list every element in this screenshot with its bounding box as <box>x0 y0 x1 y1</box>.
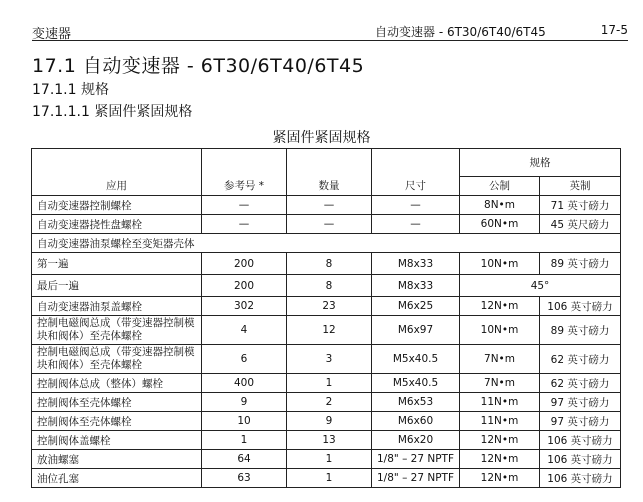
cell-qty: 8 <box>287 253 372 275</box>
cell-ref: 200 <box>202 253 287 275</box>
cell-metric: 7N•m <box>460 374 540 393</box>
cell-imperial: 97 英寸磅力 <box>540 393 621 412</box>
cell-size: 1/8" – 27 NPTF <box>372 450 460 469</box>
col-size: 尺寸 <box>372 149 460 196</box>
subsection-title: 17.1.1 规格 <box>32 82 109 98</box>
cell-size: M6x20 <box>372 431 460 450</box>
cell-ref: — <box>202 215 287 234</box>
cell-qty: 9 <box>287 412 372 431</box>
cell-application: 控制阀体盖螺栓 <box>32 431 202 450</box>
cell-ref: 10 <box>202 412 287 431</box>
cell-metric: 12N•m <box>460 431 540 450</box>
cell-size: M6x25 <box>372 297 460 316</box>
table-row <box>32 345 621 374</box>
cell-imperial: 45 英尺磅力 <box>540 215 621 234</box>
cell-ref: — <box>202 196 287 215</box>
col-imperial: 英制 <box>540 176 621 195</box>
cell-size: M6x53 <box>372 393 460 412</box>
table-group-row <box>32 234 621 253</box>
cell-size: M8x33 <box>372 253 460 275</box>
table-row <box>32 469 621 488</box>
page-header <box>32 0 628 41</box>
col-part-no: 参考号 * <box>202 149 287 196</box>
cell-application: 自动变速器油泵盖螺栓 <box>32 297 202 316</box>
cell-application: 自动变速器挠性盘螺栓 <box>32 215 202 234</box>
table-row <box>32 275 621 297</box>
header-section: 变速器 <box>32 27 72 42</box>
cell-ref: 9 <box>202 393 287 412</box>
table-row <box>32 253 621 275</box>
subsubsection-title: 17.1.1.1 紧固件紧固规格 <box>32 104 193 120</box>
cell-imperial: 106 英寸磅力 <box>540 450 621 469</box>
cell-metric: 10N•m <box>460 316 540 345</box>
table-row <box>32 196 621 215</box>
cell-application: 最后一遍 <box>32 275 202 297</box>
cell-size: M5x40.5 <box>372 374 460 393</box>
cell-imperial: 97 英寸磅力 <box>540 412 621 431</box>
cell-metric: 12N•m <box>460 469 540 488</box>
cell-imperial: 106 英寸磅力 <box>540 469 621 488</box>
cell-qty: — <box>287 215 372 234</box>
table-row <box>32 412 621 431</box>
cell-application: 控制阀体至壳体螺栓 <box>32 412 202 431</box>
cell-qty: 3 <box>287 345 372 374</box>
cell-ref: 400 <box>202 374 287 393</box>
cell-ref: 63 <box>202 469 287 488</box>
cell-size: M6x60 <box>372 412 460 431</box>
cell-metric: 7N•m <box>460 345 540 374</box>
cell-qty: — <box>287 196 372 215</box>
table-row <box>32 393 621 412</box>
table-row <box>32 297 621 316</box>
table-row <box>32 316 621 345</box>
table-header-row <box>32 149 621 177</box>
cell-imperial: 62 英寸磅力 <box>540 374 621 393</box>
table-row <box>32 450 621 469</box>
cell-size: — <box>372 196 460 215</box>
cell-application: 控制阀体至壳体螺栓 <box>32 393 202 412</box>
table-caption: 紧固件紧固规格 <box>272 130 371 146</box>
header-page-number: 17-5 <box>600 23 628 37</box>
table-row <box>32 374 621 393</box>
cell-metric: 12N•m <box>460 450 540 469</box>
cell-imperial: 106 英寸磅力 <box>540 297 621 316</box>
cell-qty: 23 <box>287 297 372 316</box>
cell-metric: 10N•m <box>460 253 540 275</box>
cell-ref: 302 <box>202 297 287 316</box>
cell-qty: 1 <box>287 450 372 469</box>
section-title: 17.1 自动变速器 - 6T30/6T40/6T45 <box>32 55 365 77</box>
cell-group-label: 自动变速器油泵螺栓至变矩器壳体 <box>32 234 621 253</box>
cell-metric: 8N•m <box>460 196 540 215</box>
cell-application: 油位孔塞 <box>32 469 202 488</box>
cell-angle: 45° <box>460 275 621 297</box>
cell-ref: 1 <box>202 431 287 450</box>
table-row <box>32 431 621 450</box>
cell-ref: 64 <box>202 450 287 469</box>
cell-application: 自动变速器控制螺栓 <box>32 196 202 215</box>
cell-metric: 12N•m <box>460 297 540 316</box>
cell-size: M5x40.5 <box>372 345 460 374</box>
cell-application: 控制阀体总成（整体）螺栓 <box>32 374 202 393</box>
cell-application: 控制电磁阀总成（带变速器控制模块和阀体）至壳体螺栓 <box>32 316 202 345</box>
col-application: 应用 <box>32 149 202 196</box>
cell-metric: 11N•m <box>460 393 540 412</box>
cell-qty: 12 <box>287 316 372 345</box>
cell-qty: 1 <box>287 374 372 393</box>
cell-imperial: 106 英寸磅力 <box>540 431 621 450</box>
cell-application: 控制电磁阀总成（带变速器控制模块和阀体）至壳体螺栓 <box>32 345 202 374</box>
cell-size: M8x33 <box>372 275 460 297</box>
col-qty: 数量 <box>287 149 372 196</box>
header-chapter-title: 自动变速器 - 6T30/6T40/6T45 <box>375 25 546 39</box>
cell-ref: 6 <box>202 345 287 374</box>
fastener-spec-table <box>31 148 621 488</box>
col-metric: 公制 <box>460 176 540 195</box>
cell-ref: 200 <box>202 275 287 297</box>
cell-size: — <box>372 215 460 234</box>
cell-qty: 2 <box>287 393 372 412</box>
col-spec: 规格 <box>460 149 621 177</box>
cell-application: 放油螺塞 <box>32 450 202 469</box>
cell-qty: 8 <box>287 275 372 297</box>
cell-imperial: 89 英寸磅力 <box>540 253 621 275</box>
cell-size: M6x97 <box>372 316 460 345</box>
cell-metric: 11N•m <box>460 412 540 431</box>
cell-qty: 13 <box>287 431 372 450</box>
cell-imperial: 71 英寸磅力 <box>540 196 621 215</box>
cell-application: 第一遍 <box>32 253 202 275</box>
cell-imperial: 62 英寸磅力 <box>540 345 621 374</box>
table-row <box>32 215 621 234</box>
cell-ref: 4 <box>202 316 287 345</box>
cell-metric: 60N•m <box>460 215 540 234</box>
cell-qty: 1 <box>287 469 372 488</box>
cell-size: 1/8" – 27 NPTF <box>372 469 460 488</box>
cell-imperial: 89 英寸磅力 <box>540 316 621 345</box>
